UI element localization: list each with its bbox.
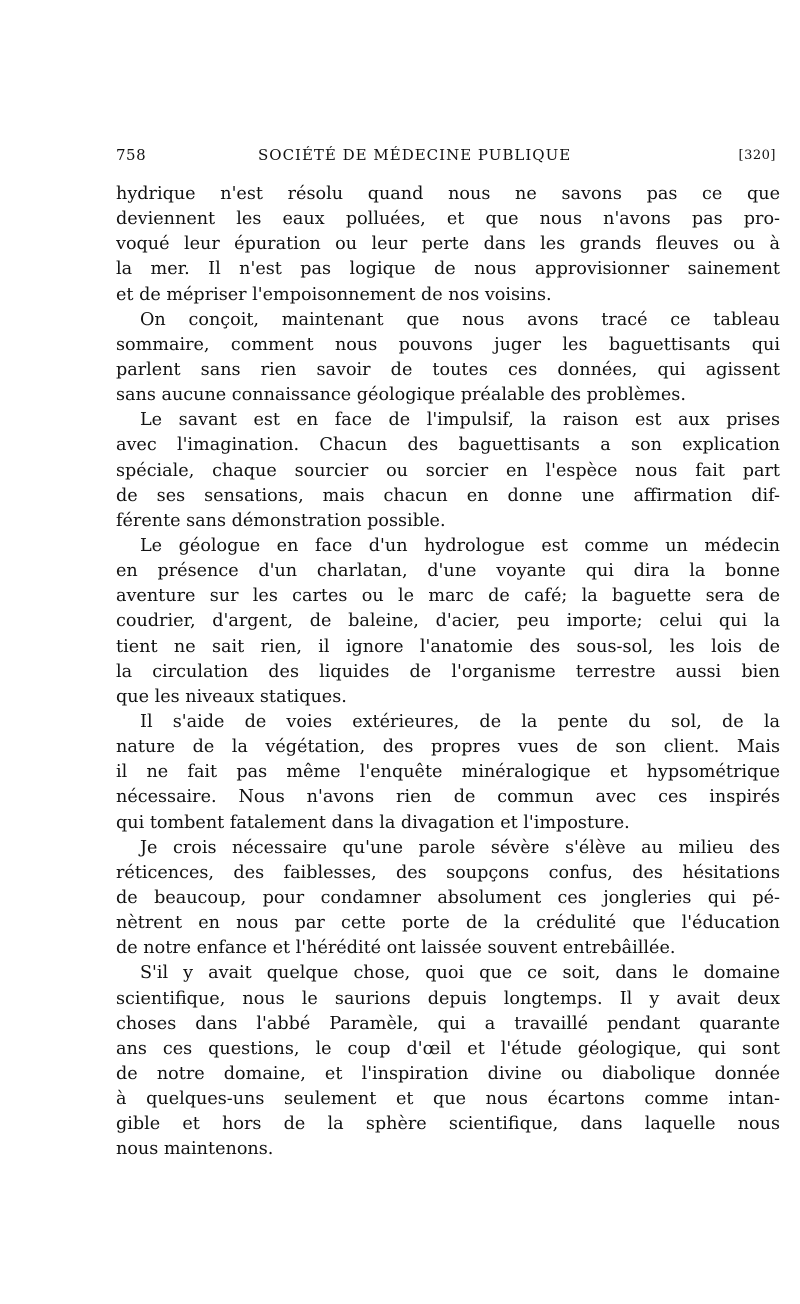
text-line: nature de la végétation, des propres vues de son client. Mais	[116, 737, 780, 758]
text-line: sans aucune connaissance géologique préalable des problèmes.	[116, 385, 686, 406]
paragraph	[116, 534, 780, 710]
paragraph	[116, 710, 780, 836]
paragraph	[116, 836, 780, 962]
body-text	[116, 182, 780, 1162]
text-line: On conçoit, maintenant que nous avons tracé ce tableau	[140, 309, 780, 330]
paragraph	[116, 182, 780, 308]
text-line: tient ne sait rien, il ignore l'anatomie des sous-sol, les lois de	[116, 636, 780, 657]
text-line: nécessaire. Nous n'avons rien de commun avec ces inspirés	[116, 787, 780, 808]
text-line: deviennent les eaux polluées, et que nous n'avons pas pro-	[116, 209, 780, 230]
text-line: S'il y avait quelque chose, quoi que ce soit, dans le domaine	[140, 963, 780, 984]
text-line: Le savant est en face de l'impulsif, la raison est aux prises	[140, 410, 780, 431]
text-line: la circulation des liquides de l'organisme terrestre aussi bien	[116, 661, 780, 682]
text-line: Le géologue en face d'un hydrologue est comme un médecin	[140, 535, 780, 556]
text-line: ans ces questions, le coup d'œil et l'étude géologique, qui sont	[116, 1038, 780, 1059]
text-line: à quelques-uns seulement et que nous écartons comme intan-	[116, 1089, 780, 1110]
text-line: en présence d'un charlatan, d'une voyante qui dira la bonne	[116, 561, 780, 582]
text-line: sommaire, comment nous pouvons juger les baguettisants qui	[116, 334, 780, 355]
text-line: aventure sur les cartes ou le marc de café; la baguette sera de	[116, 586, 780, 607]
text-line: voqué leur épuration ou leur perte dans les grands fleuves ou à	[116, 234, 780, 255]
text-line: hydrique n'est résolu quand nous ne savons pas ce que	[116, 184, 780, 204]
text-line: de notre enfance et l'hérédité ont laissée souvent entrebâillée.	[116, 938, 676, 959]
text-line: parlent sans rien savoir de toutes ces données, qui agissent	[116, 359, 780, 380]
text-line: spéciale, chaque sourcier ou sorcier en l'espèce nous fait part	[116, 460, 780, 481]
paragraph	[116, 408, 780, 534]
text-line: choses dans l'abbé Paramèle, qui a travaillé pendant quarante	[116, 1013, 780, 1034]
text-line: scientifique, nous le saurions depuis longtemps. Il y avait deux	[116, 988, 780, 1009]
text-line: et de mépriser l'empoisonnement de nos voisins.	[116, 284, 552, 305]
text-line: la mer. Il n'est pas logique de nous approvisionner sainement	[116, 259, 780, 280]
text-line: avec l'imagination. Chacun des baguettisants a son explication	[116, 435, 780, 456]
text-line: nous maintenons.	[116, 1139, 274, 1160]
page-number: 758	[116, 146, 147, 164]
text-line: réticences, des faiblesses, des soupçons confus, des hésitations	[116, 862, 780, 883]
running-title: SOCIÉTÉ DE MÉDECINE PUBLIQUE	[258, 146, 572, 164]
text-line: nètrent en nous par cette porte de la crédulité que l'éducation	[116, 913, 780, 934]
text-line: Il s'aide de voies extérieures, de la pente du sol, de la	[140, 711, 780, 732]
text-line: de ses sensations, mais chacun en donne une affirmation dif-	[116, 485, 780, 506]
running-head	[116, 146, 776, 174]
text-line: coudrier, d'argent, de baleine, d'acier, peu importe; celui qui la	[116, 611, 780, 632]
text-line: de beaucoup, pour condamner absolument ces jongleries qui pé-	[116, 887, 780, 908]
text-line: Je crois nécessaire qu'une parole sévère s'élève au milieu des	[140, 837, 780, 858]
bracket-page-number: [320]	[738, 148, 776, 163]
text-line: de notre domaine, et l'inspiration divine ou diabolique donnée	[116, 1063, 780, 1084]
text-line: que les niveaux statiques.	[116, 686, 347, 707]
text-line: il ne fait pas même l'enquête minéralogique et hypsométrique	[116, 762, 780, 783]
text-line: qui tombent fatalement dans la divagation et l'imposture.	[116, 812, 630, 833]
paragraph	[116, 961, 780, 1162]
text-line: gible et hors de la sphère scientifique, dans laquelle nous	[116, 1114, 780, 1135]
paragraph	[116, 308, 780, 409]
text-line: férente sans démonstration possible.	[116, 510, 446, 531]
